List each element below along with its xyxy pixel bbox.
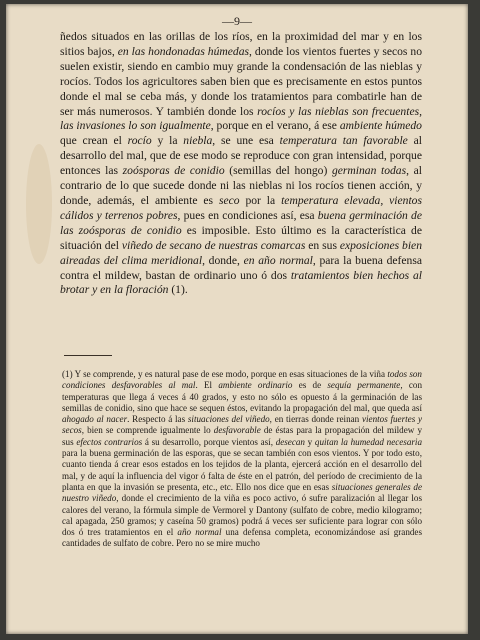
document-page bbox=[6, 4, 468, 634]
page-number: —9— bbox=[222, 14, 252, 28]
footnote-divider bbox=[64, 355, 112, 356]
body-paragraph: ñedos situados en las orillas de los ríos, en la proximidad del mar y en los sitios bajos, en las hondonadas húmedas, donde los vientos fuertes y secos no suelen existir, siendo en cambio muy grande la condensación de las nieblas y rocíos. Todos los agricultores saben bien que es precisamente en estos puntos donde el mal se ceba más, y donde los tratamientos para combatirle han de ser más numerosos. Y también donde los rocíos y las nieblas son frecuentes, las invasiones lo son igualmente, porque en el verano, á ese ambiente húmedo que crean el rocío y la niebla, se une esa temperatura tan favorable al desarrollo del mal, que de ese modo se reproduce con gran intensidad, porque entonces las zoósporas de conidio (semillas del hongo) germinan todas, al contrario de lo que sucede donde ni las nieblas ni los rocíos tienen acción, y donde, además, el ambiente es seco por la temperatura elevada, vientos cálidos y terrenos pobres, pues en condiciones así, esa buena germinación de las zoósporas de conidio es imposible. Esto último es la característica de situación del viñedo de secano de nuestras comarcas en sus exposiciones bien aireadas del clima meridional, donde, en año normal, para la buena defensa contra el mildew, bastan de ordinario uno ó dos tratamientos bien hechos al brotar y en la floración (1). bbox=[60, 30, 422, 297]
footnote: (1) Y se comprende, y es natural pase de ese modo, porque en esas situaciones de la viña todos son condiciones desfavorables al mal. El ambiente ordinario es de sequía permanente, con temperaturas que llega á veces á 40 grados, y esto no sólo es opuesto á la germinación de las semillas de conidio, sino que hace se sequen éstos, evitando la propagación del mal, que queda así ahogado al nacer. Respecto á las situaciones del viñedo, en tierras donde reinan vientos fuertes y secos, bien se comprende igualmente lo desfavorable de éstas para la propagación del mildew y sus efectos contrarios á su desarrollo, porque vientos así, desecan y quitan la humedad necesaria para la buena germinación de las esporas, que se secan también con esos vientos. Y por todo esto, cuanto tienda á crear esos estados en los tejidos de la planta, ejercerá acción en el desarrollo del mal, y de aquí la influencia del vigor ó falta de éste en el patrón, del período de crecimiento de la planta en que la invasión se presenta, etc., etc. Ello nos dice que en esas situaciones generales de nuestro viñedo, donde el crecimiento de la viña es poco activo, ó sufre paralización al llegar los calores del verano, la fórmula simple de Vermorel y Dantony (sulfato de cobre, medio kilogramo; cal apagada, 250 gramos; y caseína 50 gramos) podrá á veces ser suficiente para lograr con sólo dos ó tres tratamientos en el año normal una defensa completa, economizándose así grandes cantidades de sulfato de cobre. Pero no se mire mucho bbox=[62, 369, 423, 549]
paper-stain bbox=[26, 144, 52, 264]
